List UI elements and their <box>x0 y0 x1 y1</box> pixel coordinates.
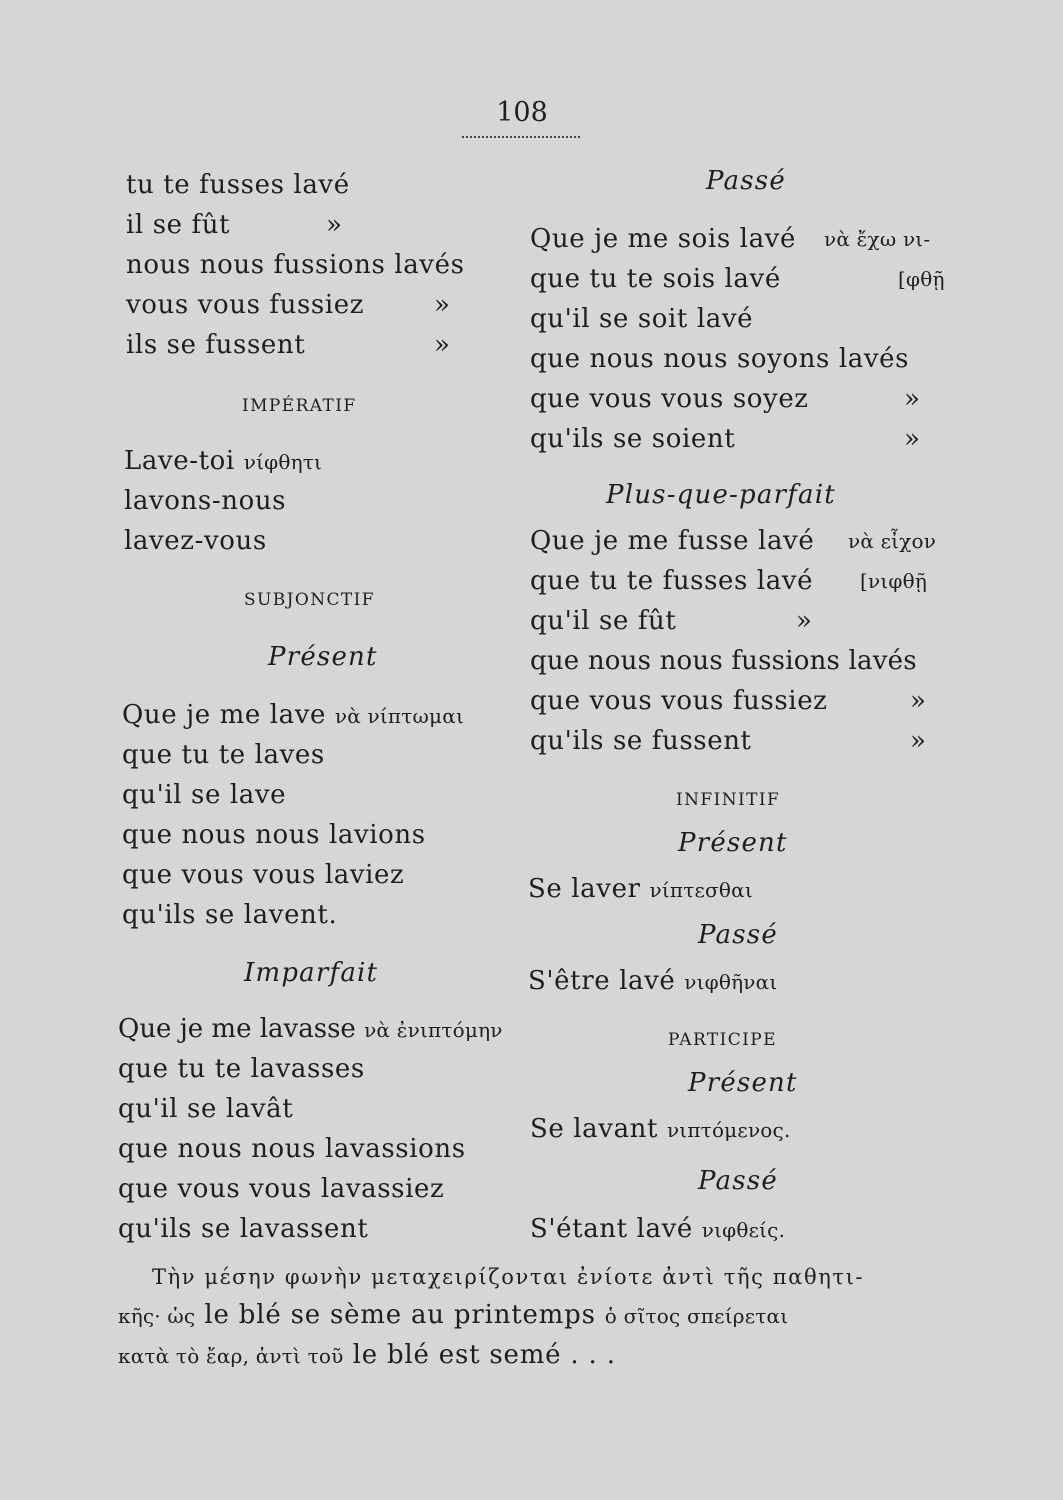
verb-line: que nous nous lavions <box>122 820 426 850</box>
verb-line: qu'il se lave <box>122 780 287 810</box>
page-number-rule <box>462 136 580 138</box>
verb-line: que nous nous fussions lavés <box>530 646 917 676</box>
verb-line: qu'ils se lavent. <box>122 900 338 930</box>
paragraph-line: κατὰ τὸ ἔαρ, ἀντὶ τοῦ le blé est semé . . . <box>118 1340 616 1370</box>
verb-line: que nous nous soyons lavés <box>530 344 910 374</box>
paragraph-line: Τὴν μέσην φωνὴν μεταχειρίζονται ἐνίοτε ἀντὶ τῆς παθητι- <box>152 1265 865 1289</box>
verb-line: lavons-nous <box>124 486 287 516</box>
ditto-mark: » <box>910 686 926 716</box>
verb-line: que tu te sois lavé <box>530 264 781 294</box>
verb-line: Se lavant νιπτόμενος. <box>530 1114 791 1144</box>
verb-line: que vous vous soyez <box>530 384 809 414</box>
section-heading-subjonctif: SUBJONCTIF <box>244 590 375 610</box>
verb-line: nous nous fussions lavés <box>126 250 465 280</box>
greek-gloss: [νιφθῇ <box>860 569 928 593</box>
verb-line: Que je me lavasse νὰ ἐνιπτόμην <box>118 1014 503 1044</box>
ditto-mark: » <box>796 606 812 636</box>
verb-line: Que je me fusse lavé <box>530 526 815 556</box>
verb-line: vous vous fussiez <box>126 290 365 320</box>
verb-line: qu'il se lavât <box>118 1094 294 1124</box>
verb-line: que vous vous fussiez <box>530 686 828 716</box>
ditto-mark: » <box>434 290 450 320</box>
verb-line: qu'il se fût <box>530 606 677 636</box>
verb-line: lavez-vous <box>124 526 267 556</box>
ditto-mark: » <box>434 330 450 360</box>
section-heading-participe: PARTICIPE <box>668 1030 777 1050</box>
greek-gloss: [φθῇ <box>898 267 945 291</box>
verb-line: il se fût <box>126 210 231 240</box>
greek-gloss: νὰ ἔχω νι- <box>824 227 931 251</box>
tense-heading-present: Présent <box>678 828 788 858</box>
verb-line: que vous vous laviez <box>122 860 405 890</box>
page-number: 108 <box>496 97 548 128</box>
verb-line: que tu te laves <box>122 740 325 770</box>
verb-line: que nous nous lavassions <box>118 1134 466 1164</box>
verb-line: qu'ils se lavassent <box>118 1214 369 1244</box>
tense-heading-plus-que-parfait: Plus-que-parfait <box>606 480 836 510</box>
verb-line: Lave-toi νίφθητι <box>124 446 323 476</box>
tense-heading-passe: Passé <box>698 1166 778 1196</box>
verb-line: S'être lavé νιφθῆναι <box>528 966 778 996</box>
section-heading-imperatif: IMPÉRATIF <box>242 396 357 416</box>
ditto-mark: » <box>910 726 926 756</box>
verb-line: qu'ils se fussent <box>530 726 752 756</box>
paragraph-line: κῆς· ὡς le blé se sème au printemps ὁ σῖτος σπείρεται <box>118 1300 789 1330</box>
verb-line: qu'il se soit lavé <box>530 304 754 334</box>
verb-line: que tu te fusses lavé <box>530 566 814 596</box>
ditto-mark: » <box>326 210 342 240</box>
verb-line: Que je me lave νὰ νίπτωμαι <box>122 700 464 730</box>
verb-line: S'étant lavé νιφθείς. <box>530 1214 786 1244</box>
tense-heading-present: Présent <box>268 642 378 672</box>
greek-gloss: νὰ εἶχον <box>848 529 937 553</box>
tense-heading-passe: Passé <box>706 166 786 196</box>
verb-line: ils se fussent <box>126 330 306 360</box>
ditto-mark: » <box>904 384 920 414</box>
verb-line: Se laver νίπτεσθαι <box>528 874 753 904</box>
verb-line: que tu te lavasses <box>118 1054 365 1084</box>
tense-heading-passe: Passé <box>698 920 778 950</box>
tense-heading-imparfait: Imparfait <box>244 958 379 988</box>
tense-heading-present: Présent <box>688 1068 798 1098</box>
ditto-mark: » <box>904 424 920 454</box>
verb-line: qu'ils se soient <box>530 424 736 454</box>
verb-line: Que je me sois lavé <box>530 224 796 254</box>
verb-line: tu te fusses lavé <box>126 170 350 200</box>
section-heading-infinitif: INFINITIF <box>676 790 781 810</box>
verb-line: que vous vous lavassiez <box>118 1174 445 1204</box>
